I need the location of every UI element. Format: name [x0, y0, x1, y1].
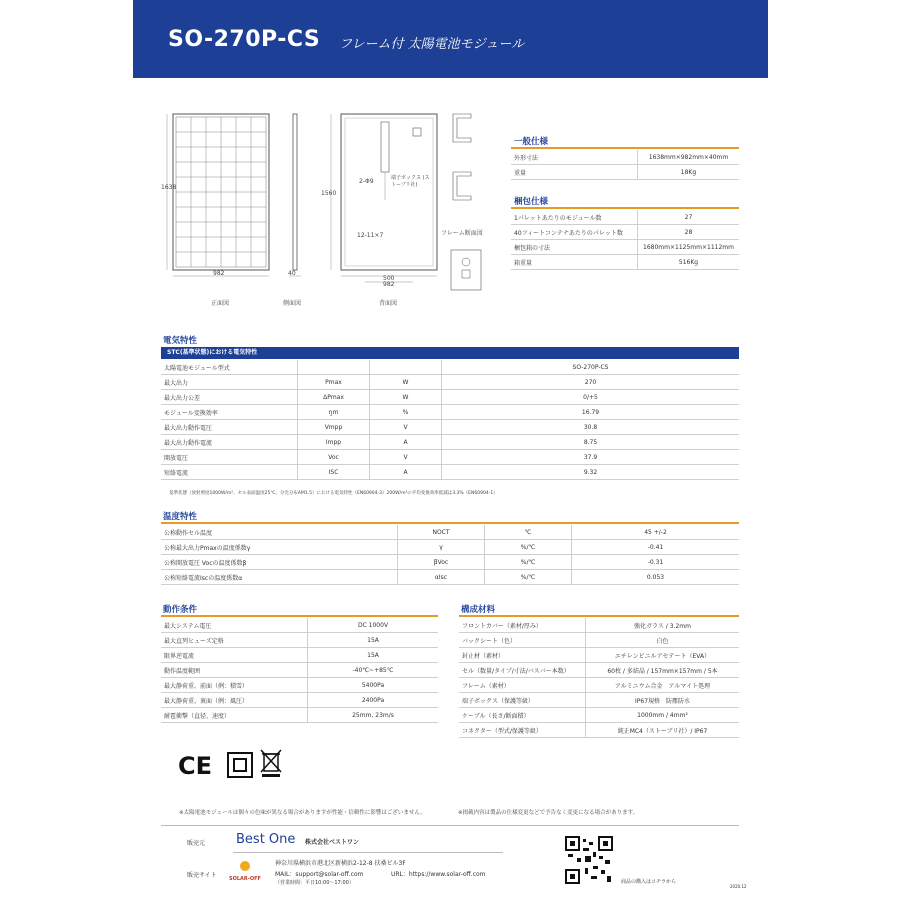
qr-caption: 商品の購入はコチラから: [621, 879, 677, 885]
disclaimer-right: ※掲載内容は製品の仕様変更などで予告なく変更になる場合があります。: [458, 810, 639, 816]
row-value: アルミニウム合金 アルマイト処理: [586, 678, 740, 693]
row-value: 2400Pa: [308, 693, 439, 708]
table-row: [161, 420, 739, 435]
bestone-logo: Best One: [236, 832, 296, 847]
operating-divider: [161, 615, 438, 617]
row-unit: V: [370, 420, 442, 435]
row-unit: %/℃: [485, 540, 572, 555]
materials-title: 構成材料: [461, 605, 496, 615]
general-spec-title: 一般仕様: [514, 137, 549, 147]
row-symbol: Vmpp: [298, 420, 370, 435]
table-row: [511, 210, 739, 225]
row-value: 30.8: [442, 420, 740, 435]
table-row: [459, 663, 739, 678]
table-row: [459, 723, 739, 738]
row-symbol: Pmax: [298, 375, 370, 390]
table-row: [511, 255, 739, 270]
materials-table: [459, 618, 739, 738]
row-value: -40℃~+85℃: [308, 663, 439, 678]
row-unit: %/℃: [485, 570, 572, 585]
row-label: コネクター（型式/保護等級）: [459, 723, 586, 738]
row-unit: [370, 360, 442, 375]
packing-spec-title: 梱包仕様: [514, 197, 549, 207]
row-value: 0/+5: [442, 390, 740, 405]
qr-code-icon[interactable]: [565, 836, 613, 884]
general-spec-table: [511, 150, 739, 180]
row-label: 最大システム電圧: [161, 618, 308, 633]
front-view-label: 正面図: [211, 300, 230, 307]
solar-off-logo-icon: [237, 858, 253, 874]
row-label: 太陽電池モジュール型式: [161, 360, 298, 375]
row-label: 最大出力動作電流: [161, 435, 298, 450]
seller-label: 販売元: [187, 840, 206, 847]
row-symbol: γ: [398, 540, 485, 555]
packing-spec-table: [511, 210, 739, 270]
ce-mark-icon: CE: [178, 752, 213, 780]
row-label: 最大出力: [161, 375, 298, 390]
dim-hole2: 12-11×7: [357, 232, 384, 239]
dim-hole1: 2-Φ9: [359, 178, 374, 185]
row-unit: ℃: [485, 525, 572, 540]
company-name: 株式会社ベストワン: [305, 839, 360, 846]
row-value: DC 1000V: [308, 618, 439, 633]
document-code: 2020.12: [730, 884, 747, 889]
row-label: 端子ボックス（保護等級）: [459, 693, 586, 708]
product-subtitle: フレーム付 太陽電池モジュール: [339, 37, 525, 52]
row-value: 18Kg: [638, 165, 740, 180]
row-label: 公称短絡電流Iscの温度係数α: [161, 570, 398, 585]
company-mail: MAIL：support@solar-off.com: [275, 871, 364, 878]
table-row: [511, 225, 739, 240]
row-label: 梱包箱の寸法: [511, 240, 638, 255]
packing-spec-divider: [511, 207, 739, 209]
table-row: [459, 693, 739, 708]
row-symbol: ŋm: [298, 405, 370, 420]
table-row: [161, 693, 438, 708]
row-unit: A: [370, 435, 442, 450]
row-value: 1680mm×1125mm×1112mm: [638, 240, 740, 255]
row-value: 1000mm / 4mm²: [586, 708, 740, 723]
row-value: -0.41: [572, 540, 740, 555]
stc-header-bar: STC(基準状態)における電気特性: [161, 347, 739, 359]
row-label: 最大静荷重、裏面（例：風圧）: [161, 693, 308, 708]
row-label: セル（数量/タイプ/寸法/バスバー本数）: [459, 663, 586, 678]
row-value: 45 +/-2: [572, 525, 740, 540]
row-value: 516Kg: [638, 255, 740, 270]
table-row: [161, 540, 739, 555]
row-value: エチレンビニルアセテート（EVA）: [586, 648, 740, 663]
row-label: 最大直列ヒューズ定格: [161, 633, 308, 648]
dim-back-inner: 500: [383, 275, 395, 282]
row-label: 40フィートコンテナあたりのパレット数: [511, 225, 638, 240]
row-label: 公称動作セル温度: [161, 525, 398, 540]
row-symbol: NOCT: [398, 525, 485, 540]
table-row: [511, 240, 739, 255]
row-label: フレーム（素材）: [459, 678, 586, 693]
side-view-label: 側面図: [283, 300, 302, 307]
back-view-drawing: [331, 114, 437, 282]
operating-title: 動作条件: [163, 605, 198, 615]
table-row: [161, 678, 438, 693]
table-row: [161, 405, 739, 420]
spec-sheet: [133, 0, 768, 900]
row-label: 1パレットあたりのモジュール数: [511, 210, 638, 225]
row-label: 耐雹衝撃（直径、速度）: [161, 708, 308, 723]
temperature-title: 温度特性: [163, 512, 198, 522]
row-label: 最大出力公差: [161, 390, 298, 405]
row-symbol: αIsc: [398, 570, 485, 585]
row-label: 公称最大出力Pmaxの温度係数γ: [161, 540, 398, 555]
row-label: 封止材（素材）: [459, 648, 586, 663]
site-label: 販売サイト: [187, 872, 217, 879]
row-label: 公称開放電圧 Vocの温度係数β: [161, 555, 398, 570]
operating-table: [161, 618, 438, 723]
row-value: 9.32: [442, 465, 740, 480]
row-label: 重量: [511, 165, 638, 180]
company-url: URL：https://www.solar-off.com: [391, 871, 486, 878]
row-value: SO-270P-CS: [442, 360, 740, 375]
row-unit: V: [370, 450, 442, 465]
table-row: [459, 633, 739, 648]
junction-box-label: 端子ボックス (ストーブリ社): [391, 175, 430, 188]
row-label: 短絡電流: [161, 465, 298, 480]
stc-footnote: 基準状態（放射照度1000W/m²、セル表面温度25℃、分光分布AM1.5）における電気特性（EN60904-3）200W/m²の平均変換効率低減は3.3%（EN60904-1）: [169, 491, 498, 496]
table-row: [161, 465, 739, 480]
row-value: 37.9: [442, 450, 740, 465]
dim-h1: 1560: [321, 190, 337, 197]
electrical-table: [161, 360, 739, 480]
row-label: 最大出力動作電圧: [161, 420, 298, 435]
row-value: 16.79: [442, 405, 740, 420]
frame-section-label: フレーム断面図: [441, 230, 483, 237]
table-row: [161, 360, 739, 375]
row-symbol: Impp: [298, 435, 370, 450]
row-unit: A: [370, 465, 442, 480]
row-unit: W: [370, 390, 442, 405]
row-unit: %/℃: [485, 555, 572, 570]
footer-divider: [161, 825, 739, 826]
row-value: 1638mm×982mm×40mm: [638, 150, 740, 165]
module-drawing: [161, 100, 501, 315]
row-unit: %: [370, 405, 442, 420]
row-value: IP67規格 防塵防水: [586, 693, 740, 708]
table-row: [511, 150, 739, 165]
row-value: 強化ガラス / 3.2mm: [586, 618, 740, 633]
row-symbol: βVoc: [398, 555, 485, 570]
row-value: 28: [638, 225, 740, 240]
solar-off-logo: SOLAR-OFF: [229, 876, 261, 882]
business-hours: （営業時間：平日10:00〜17:00）: [275, 880, 354, 886]
table-row: [161, 450, 739, 465]
row-value: 純正MC4（ストーブリ社）/ IP67: [586, 723, 740, 738]
frame-section-drawings: [451, 114, 481, 290]
row-value: 8.75: [442, 435, 740, 450]
table-row: [161, 555, 739, 570]
row-label: 外形寸法: [511, 150, 638, 165]
table-row: [161, 525, 739, 540]
row-value: 270: [442, 375, 740, 390]
front-view-drawing: [167, 114, 269, 276]
row-value: 5400Pa: [308, 678, 439, 693]
electrical-title: 電気特性: [163, 336, 198, 346]
back-view-label: 背面図: [379, 300, 398, 307]
table-row: [459, 618, 739, 633]
row-label: 限界逆電流: [161, 648, 308, 663]
row-label: 箱重量: [511, 255, 638, 270]
row-label: フロントカバー（素材/厚み）: [459, 618, 586, 633]
technical-drawings: [161, 100, 501, 315]
materials-divider: [459, 615, 739, 617]
row-label: ケーブル（長さ/断面積）: [459, 708, 586, 723]
dim-thickness: 40: [288, 270, 296, 277]
side-view-drawing: [289, 114, 301, 276]
row-value: 25mm, 23m/s: [308, 708, 439, 723]
table-row: [161, 663, 438, 678]
row-value: 60枚 / 多結晶 / 157mm×157mm / 5本: [586, 663, 740, 678]
table-row: [161, 570, 739, 585]
table-row: [161, 375, 739, 390]
dim-width: 982: [213, 270, 225, 277]
model-title: SO-270P-CS: [168, 27, 321, 52]
row-symbol: ISC: [298, 465, 370, 480]
row-label: バックシート（色）: [459, 633, 586, 648]
row-symbol: [298, 360, 370, 375]
table-row: [161, 390, 739, 405]
weee-bin-icon: [259, 748, 283, 778]
table-row: [161, 648, 438, 663]
row-value: 15A: [308, 633, 439, 648]
table-row: [161, 708, 438, 723]
temperature-table: [161, 525, 739, 585]
row-value: 白色: [586, 633, 740, 648]
footer-sub-divider: [233, 852, 503, 853]
table-row: [459, 708, 739, 723]
row-value: 15A: [308, 648, 439, 663]
temperature-divider: [161, 522, 739, 524]
row-symbol: ΔPmax: [298, 390, 370, 405]
company-address: 神奈川県横浜市港北区新横浜2-12-8 扶桑ビル3F: [275, 860, 406, 867]
table-row: [161, 618, 438, 633]
header-banner: [133, 0, 768, 78]
row-label: 最大静荷重、前面（例：積雪）: [161, 678, 308, 693]
row-value: 27: [638, 210, 740, 225]
class-ii-icon: [227, 752, 253, 778]
row-unit: W: [370, 375, 442, 390]
row-label: 動作温度範囲: [161, 663, 308, 678]
table-row: [161, 633, 438, 648]
table-row: [511, 165, 739, 180]
table-row: [459, 678, 739, 693]
disclaimer-left: ※太陽電池モジュールは個々の色味が異なる場合がありますが性能・信頼性に影響はございません。: [179, 810, 426, 816]
row-label: モジュール変換効率: [161, 405, 298, 420]
row-label: 開放電圧: [161, 450, 298, 465]
row-symbol: Voc: [298, 450, 370, 465]
dim-back-width: 982: [383, 281, 395, 288]
dim-height: 1638: [161, 184, 177, 191]
general-spec-divider: [511, 147, 739, 149]
row-value: 0.053: [572, 570, 740, 585]
row-value: -0.31: [572, 555, 740, 570]
table-row: [161, 435, 739, 450]
table-row: [459, 648, 739, 663]
